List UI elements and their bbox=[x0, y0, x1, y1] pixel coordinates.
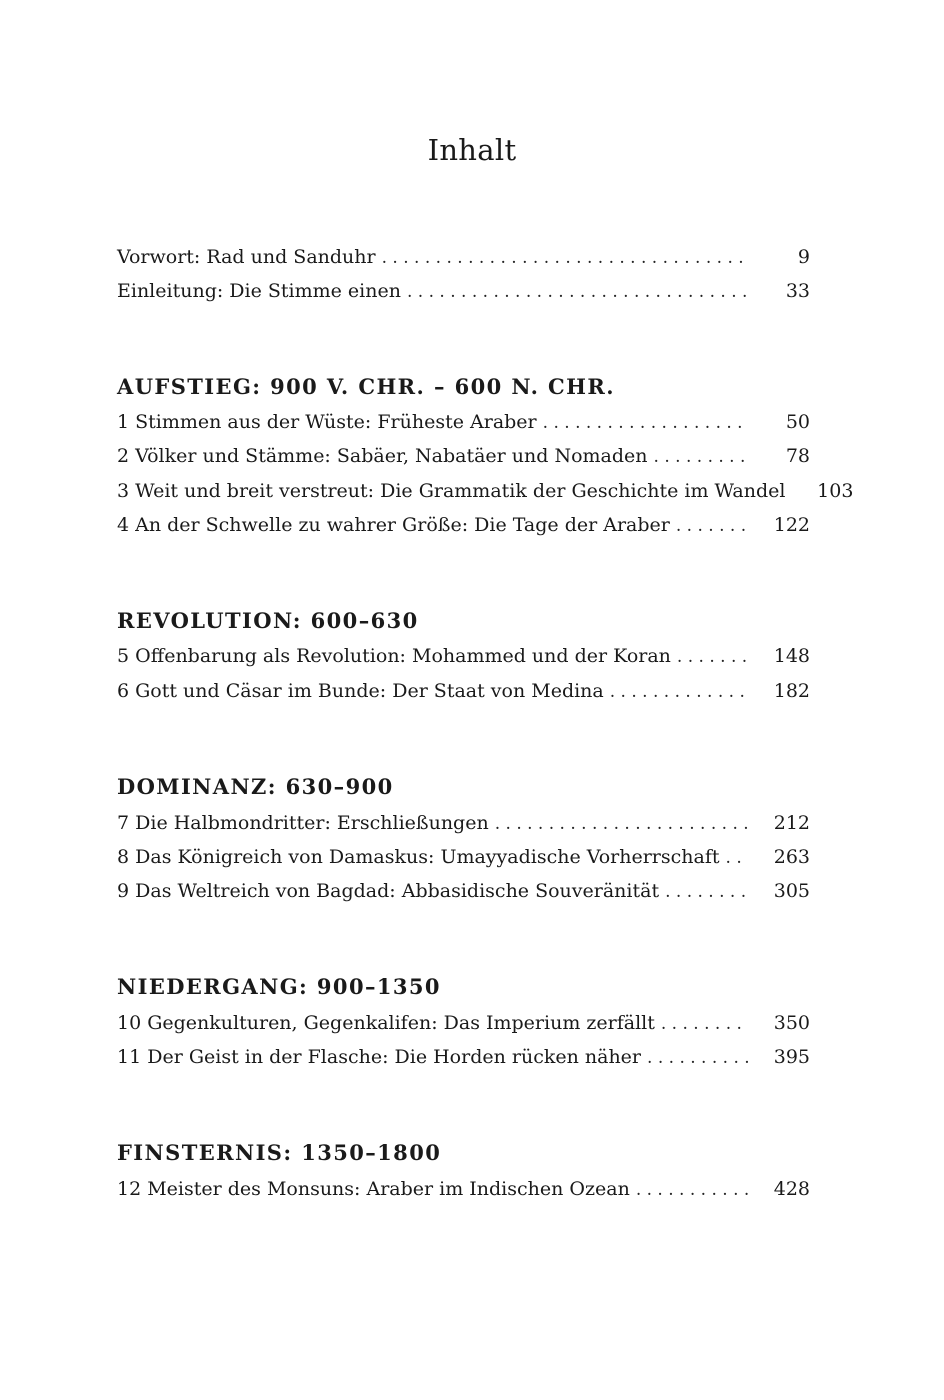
dot-leader bbox=[661, 1009, 748, 1039]
toc-entry-page: 182 bbox=[773, 680, 810, 702]
toc-entry-title: 1 Stimmen aus der Wüste: Früheste Araber bbox=[117, 411, 537, 433]
section-heading-finsternis: FINSTERNIS: 1350–1800 bbox=[117, 1140, 442, 1165]
dot-leader bbox=[610, 677, 748, 707]
toc-entry-title: 3 Weit und breit verstreut: Die Grammatik der Geschichte im Wandel bbox=[117, 480, 786, 502]
toc-entry-page: 428 bbox=[773, 1178, 810, 1200]
toc-entry-chapter-6[interactable] bbox=[117, 676, 810, 706]
dot-leader bbox=[647, 1043, 748, 1073]
dot-leader bbox=[636, 1175, 748, 1205]
toc-entry-page: 122 bbox=[773, 514, 810, 536]
toc-entry-page: 263 bbox=[773, 846, 810, 868]
toc-entry-title: 11 Der Geist in der Flasche: Die Horden rücken näher bbox=[117, 1046, 642, 1068]
toc-entry-title: 4 An der Schwelle zu wahrer Größe: Die Tage der Araber bbox=[117, 514, 670, 536]
dot-leader bbox=[407, 277, 748, 307]
dot-leader bbox=[654, 442, 748, 472]
dot-leader bbox=[676, 511, 748, 541]
toc-entry-page: 212 bbox=[773, 812, 810, 834]
toc-entry-page: 9 bbox=[797, 246, 810, 268]
toc-entry-title: 2 Völker und Stämme: Sabäer, Nabatäer und Nomaden bbox=[117, 445, 648, 467]
toc-entry-title: Vorwort: Rad und Sanduhr bbox=[117, 246, 376, 268]
toc-entry-page: 305 bbox=[773, 880, 810, 902]
toc-entry-page: 78 bbox=[785, 445, 810, 467]
toc-entry-title: 6 Gott und Cäsar im Bunde: Der Staat von Medina bbox=[117, 680, 604, 702]
toc-entry-title: 10 Gegenkulturen, Gegenkalifen: Das Imperium zerfällt bbox=[117, 1012, 655, 1034]
toc-entry-page: 350 bbox=[773, 1012, 810, 1034]
dot-leader bbox=[677, 642, 748, 672]
toc-entry-chapter-4[interactable] bbox=[117, 510, 810, 540]
toc-entry-chapter-11[interactable] bbox=[117, 1042, 810, 1072]
toc-entry-chapter-12[interactable] bbox=[117, 1174, 810, 1204]
section-heading-aufstieg: AUFSTIEG: 900 V. CHR. – 600 N. CHR. bbox=[117, 374, 615, 399]
toc-entry-title: 12 Meister des Monsuns: Araber im Indischen Ozean bbox=[117, 1178, 630, 1200]
toc-entry-page: 33 bbox=[785, 280, 810, 302]
dot-leader bbox=[665, 877, 748, 907]
section-heading-niedergang: NIEDERGANG: 900–1350 bbox=[117, 974, 441, 999]
dot-leader bbox=[726, 843, 748, 873]
dot-leader bbox=[495, 809, 748, 839]
dot-leader bbox=[543, 408, 748, 438]
toc-entry-chapter-9[interactable] bbox=[117, 876, 810, 906]
toc-entry-chapter-1[interactable] bbox=[117, 407, 810, 437]
toc-entry-vorwort[interactable] bbox=[117, 242, 810, 272]
dot-leader bbox=[382, 243, 748, 273]
toc-entry-einleitung[interactable] bbox=[117, 276, 810, 306]
toc-entry-title: 5 Offenbarung als Revolution: Mohammed und der Koran bbox=[117, 645, 671, 667]
toc-entry-title: 7 Die Halbmondritter: Erschließungen bbox=[117, 812, 489, 834]
toc-entry-chapter-3[interactable] bbox=[117, 476, 854, 506]
toc-entry-page: 103 bbox=[817, 480, 854, 502]
toc-entry-page: 148 bbox=[773, 645, 810, 667]
section-heading-dominanz: DOMINANZ: 630–900 bbox=[117, 774, 394, 799]
toc-entry-chapter-7[interactable] bbox=[117, 808, 810, 838]
section-heading-revolution: REVOLUTION: 600–630 bbox=[117, 608, 419, 633]
toc-entry-chapter-10[interactable] bbox=[117, 1008, 810, 1038]
toc-entry-page: 395 bbox=[773, 1046, 810, 1068]
toc-entry-chapter-5[interactable] bbox=[117, 641, 810, 671]
toc-entry-chapter-2[interactable] bbox=[117, 441, 810, 471]
page-title: Inhalt bbox=[427, 133, 517, 167]
toc-entry-title: 9 Das Weltreich von Bagdad: Abbasidische Souveränität bbox=[117, 880, 660, 902]
toc-entry-chapter-8[interactable] bbox=[117, 842, 810, 872]
toc-entry-page: 50 bbox=[785, 411, 810, 433]
toc-entry-title: 8 Das Königreich von Damaskus: Umayyadische Vorherrschaft bbox=[117, 846, 720, 868]
toc-entry-title: Einleitung: Die Stimme einen bbox=[117, 280, 401, 302]
